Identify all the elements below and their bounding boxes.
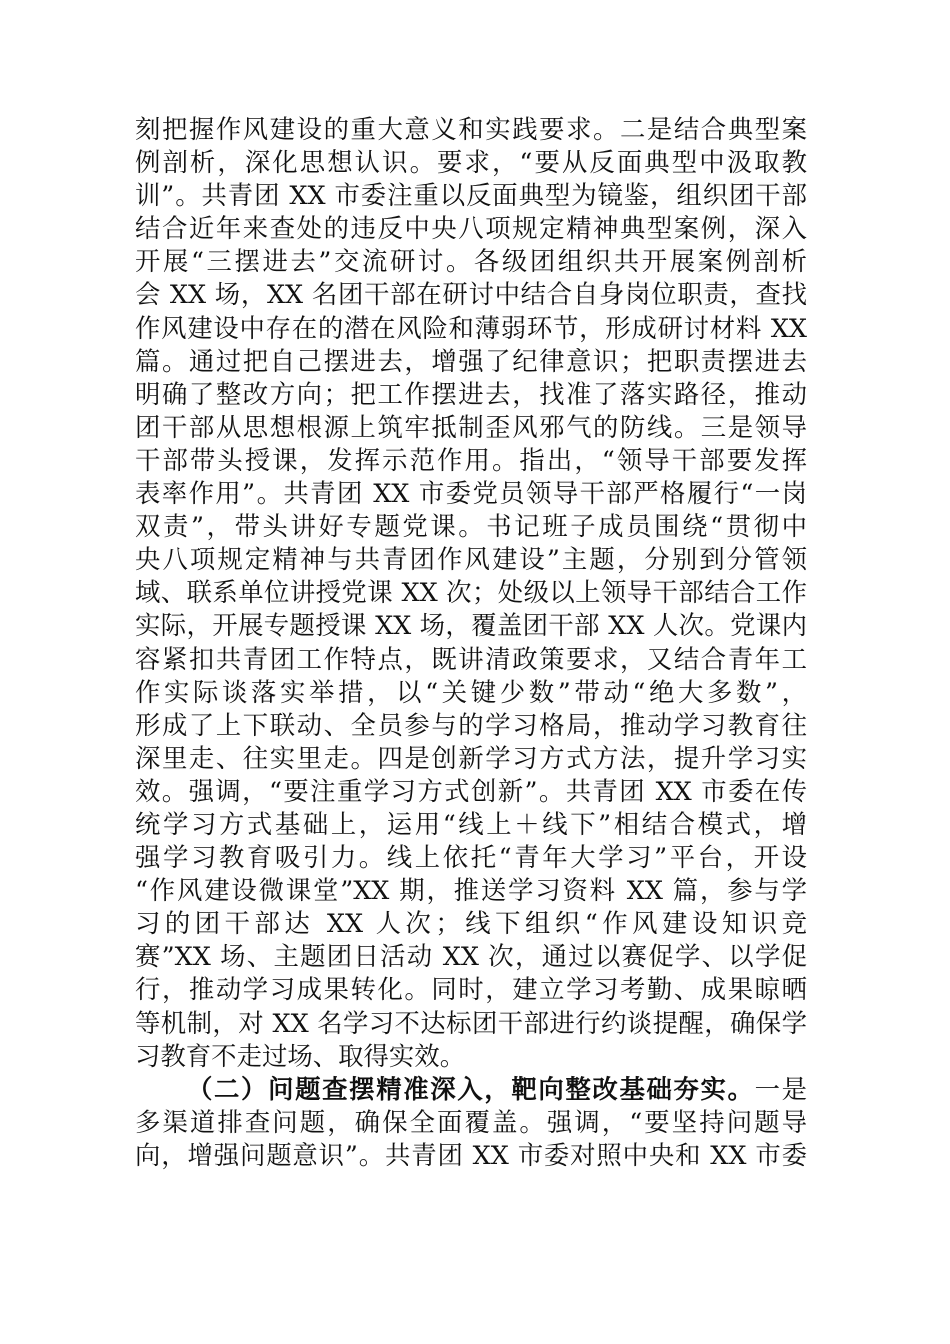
text-line: 强学习教育吸引力。线上依托“青年大学习”平台，开设 [135,842,807,873]
text-line: 等机制，对 XX 名学习不达标团干部进行约谈提醒，确保学 [135,1007,807,1038]
paragraph-2 [135,1073,807,1172]
text-line: 明确了整改方向；把工作摆进去，找准了落实路径，推动 [135,378,807,409]
paragraph-1 [135,113,807,1073]
text-line: 双责”，带头讲好专题党课。书记班子成员围绕“贯彻中 [135,511,807,542]
text-line: 域、联系单位讲授党课 XX 次；处级以上领导干部结合工作 [135,577,807,608]
text-line: “作风建设微课堂”XX 期，推送学习资料 XX 篇，参与学 [135,875,807,906]
text-line: 篇。通过把自己摆进去，增强了纪律意识；把职责摆进去 [135,345,807,376]
section-heading-line [135,1073,807,1106]
text-line: 容紧扣共青团工作特点，既讲清政策要求，又结合青年工 [135,643,807,674]
text-line: 深里走、往实里走。四是创新学习方式方法，提升学习实 [135,742,807,773]
text-line: 表率作用”。共青团 XX 市委党员领导干部严格履行“一岗 [135,478,807,509]
text-line: 赛”XX 场、主题团日活动 XX 次，通过以赛促学、以学促 [135,941,807,972]
text-line: 向，增强问题意识”。共青团 XX 市委对照中央和 XX 市委 [135,1139,807,1170]
text-line: 团干部从思想根源上筑牢抵制歪风邪气的防线。三是领导 [135,411,807,442]
text-line: 刻把握作风建设的重大意义和实践要求。二是结合典型案 [135,114,807,144]
text-line: 开展“三摆进去”交流研讨。各级团组织共开展案例剖析 [135,246,807,277]
text-run: 一是 [754,1073,808,1104]
text-line: 统学习方式基础上，运用“线上＋线下”相结合模式，增 [135,808,807,839]
text-line: 作实际谈落实举措，以“关键少数”带动“绝大多数”， [135,676,807,707]
section-heading: （二）问题查摆精准深入，靶向整改基础夯实。 [187,1073,755,1104]
text-line: 习教育不走过场、取得实效。 [135,1040,466,1071]
text-line: 习的团干部达 XX 人次；线下组织“作风建设知识竞 [135,908,807,939]
document-body [135,113,807,1172]
text-line: 作风建设中存在的潜在风险和薄弱环节，形成研讨材料 XX [135,312,807,343]
text-line: 干部带头授课，发挥示范作用。指出，“领导干部要发挥 [135,444,807,475]
text-line: 形成了上下联动、全员参与的学习格局，推动学习教育往 [135,709,807,740]
text-line: 多渠道排查问题，确保全面覆盖。强调，“要坚持问题导 [135,1106,807,1137]
text-line: 训”。共青团 XX 市委注重以反面典型为镜鉴，组织团干部 [135,180,807,211]
text-line: 结合近年来查处的违反中央八项规定精神典型案例，深入 [135,213,807,244]
text-line: 会 XX 场，XX 名团干部在研讨中结合自身岗位职责，查找 [135,279,807,310]
text-line: 例剖析，深化思想认识。要求，“要从反面典型中汲取教 [135,147,807,178]
text-line: 效。强调，“要注重学习方式创新”。共青团 XX 市委在传 [135,775,807,806]
text-line: 实际，开展专题授课 XX 场，覆盖团干部 XX 人次。党课内 [135,610,807,641]
text-line: 行，推动学习成果转化。同时，建立学习考勤、成果晾晒 [135,974,807,1005]
text-line: 央八项规定精神与共青团作风建设”主题，分别到分管领 [135,544,807,575]
